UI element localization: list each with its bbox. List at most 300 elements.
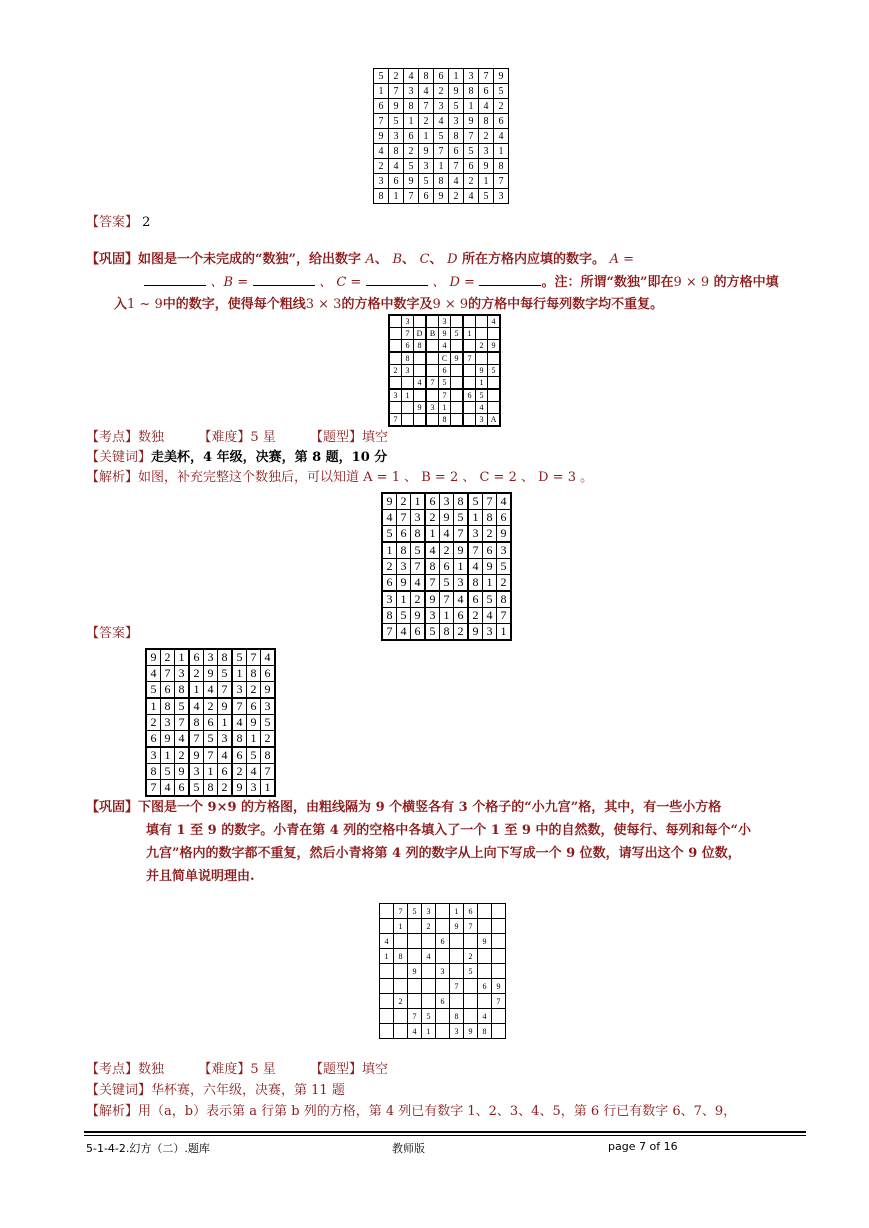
- grid-row: [146, 698, 275, 715]
- q2-l3c: 的方格中数字及: [341, 297, 433, 312]
- var-b: B: [392, 252, 403, 267]
- grid-row: [382, 624, 511, 641]
- grid-cell: 3: [419, 159, 434, 174]
- grid-cell: 9: [464, 1024, 478, 1039]
- q2-text-1: 如图是一个未完成的“数独”，给出数字: [138, 252, 361, 267]
- grid-cell: 1: [175, 649, 190, 666]
- grid-cell: 6: [479, 84, 494, 99]
- grid-row: [380, 979, 506, 994]
- grid-cell: 3: [146, 747, 161, 764]
- grid-cell: 1: [464, 99, 479, 114]
- grid-cell: 5: [404, 159, 419, 174]
- q2-l3a: 入: [114, 297, 128, 312]
- grid-cell: [380, 994, 394, 1009]
- grid-cell: 8: [382, 608, 397, 624]
- grid-cell: 2: [440, 542, 454, 559]
- tixing-label: 【题型】: [310, 430, 363, 445]
- grid-cell: 6: [439, 365, 451, 377]
- grid-cell: 4: [411, 575, 426, 592]
- grid-cell: 2: [389, 69, 404, 84]
- blank-b[interactable]: [253, 271, 315, 286]
- grid-cell: 8: [411, 526, 426, 543]
- grid-cell: [451, 365, 464, 377]
- grid-cell: 7: [425, 575, 440, 592]
- grid-cell: 8: [161, 698, 175, 715]
- grid-cell: [451, 315, 464, 328]
- grid-cell: 9: [411, 608, 426, 624]
- grid-cell: [463, 340, 476, 353]
- grid-cell: 9: [479, 159, 494, 174]
- grid-cell: 4: [425, 542, 440, 559]
- grid-cell: [380, 1024, 394, 1039]
- grid-cell: 5: [419, 174, 434, 189]
- grid-row: [380, 994, 506, 1009]
- grid-cell: 8: [404, 99, 419, 114]
- grid-cell: [426, 352, 439, 365]
- grid-cell: 5: [439, 377, 451, 390]
- grid-cell: [450, 949, 464, 964]
- grid-cell: [408, 994, 422, 1009]
- grid-cell: 4: [440, 526, 454, 543]
- grid-cell: 6: [402, 340, 414, 353]
- grid-cell: 1: [374, 84, 389, 99]
- keyword-value: 走美杯，4 年级，决赛，第 8 题，10 分: [151, 450, 388, 465]
- grid-cell: 2: [425, 510, 440, 526]
- grid-cell: 9: [497, 526, 512, 543]
- q2-range: 1 ~ 9: [127, 297, 163, 312]
- grid-cell: 8: [397, 542, 411, 559]
- grid-cell: 6: [397, 526, 411, 543]
- grid-row: [374, 189, 509, 204]
- grid-cell: 6: [411, 624, 426, 641]
- grid-cell: 7: [419, 99, 434, 114]
- grid-cell: [478, 964, 492, 979]
- grid-cell: 8: [483, 510, 497, 526]
- grid-cell: [436, 919, 450, 934]
- grid-cell: 8: [440, 624, 454, 641]
- grid-cell: 5: [261, 715, 276, 731]
- grid-cell: 3: [422, 904, 436, 919]
- grid-cell: 4: [204, 682, 218, 699]
- grid-cell: 4: [464, 189, 479, 204]
- grid-cell: 8: [434, 174, 449, 189]
- grid-cell: 4: [247, 764, 261, 780]
- grid-cell: 4: [146, 666, 161, 682]
- grid-cell: 5: [175, 698, 190, 715]
- grid-cell: 4: [488, 315, 501, 328]
- grid-cell: [389, 340, 402, 353]
- grid-cell: [488, 377, 501, 390]
- blank-d[interactable]: [479, 271, 541, 286]
- grid-cell: 6: [434, 69, 449, 84]
- keyword-label-3: 【关键词】: [86, 1083, 152, 1098]
- grid-cell: [380, 904, 394, 919]
- grid-cell: 9: [404, 174, 419, 189]
- grid-cell: 7: [454, 526, 469, 543]
- grid-cell: 7: [175, 715, 190, 731]
- grid-cell: 9: [389, 99, 404, 114]
- sudoku-grid-answer: [145, 648, 276, 797]
- q2-text-2: 所在方格内应填的数字。: [462, 252, 606, 267]
- grid-cell: 6: [436, 994, 450, 1009]
- grid-cell: 5: [389, 114, 404, 129]
- grid-cell: [436, 904, 450, 919]
- grid-cell: 2: [497, 575, 512, 592]
- grid-cell: [492, 904, 506, 919]
- grid-cell: [389, 352, 402, 365]
- grid-cell: 2: [175, 747, 190, 764]
- grid-cell: 9: [374, 129, 389, 144]
- eq-b: 、B =: [210, 275, 249, 290]
- grid-cell: 1: [247, 731, 261, 748]
- q3-line1: [86, 796, 810, 819]
- grid-row: [389, 340, 500, 353]
- grid-cell: 4: [439, 340, 451, 353]
- grid-cell: 3: [468, 526, 483, 543]
- sudoku-grid-question-3: [379, 903, 506, 1039]
- grid-cell: 8: [439, 414, 451, 427]
- grid-cell: 3: [402, 365, 414, 377]
- grid-row: [382, 559, 511, 575]
- q3-text-2: 填有 1 至 9 的数字。小青在第 4 列的空格中各填入了一个 1 至 9 中的自然数，使每行、每列和每个“小: [146, 823, 751, 838]
- grid-cell: 8: [478, 1024, 492, 1039]
- grid-row: [389, 352, 500, 365]
- grid-cell: [402, 377, 414, 390]
- jiexi-label: 【解析】: [86, 470, 139, 485]
- grid-cell: 4: [476, 402, 488, 414]
- grid-cell: 1: [397, 591, 411, 608]
- grid-cell: 3: [439, 315, 451, 328]
- grid-cell: 8: [146, 764, 161, 780]
- grid-cell: [414, 389, 427, 402]
- grid-cell: 8: [454, 493, 469, 510]
- grid-cell: 1: [468, 510, 483, 526]
- grid-cell: 6: [247, 698, 261, 715]
- grid-cell: 8: [468, 575, 483, 592]
- grid-cell: 9: [218, 698, 233, 715]
- var-d: D: [447, 252, 458, 267]
- grid-cell: 2: [394, 994, 408, 1009]
- grid-cell: 6: [146, 731, 161, 748]
- grid-cell: 4: [189, 698, 204, 715]
- grid-cell: 1: [261, 780, 276, 797]
- blank-a[interactable]: [144, 271, 206, 286]
- grid-cell: 6: [468, 591, 483, 608]
- grid-cell: 6: [464, 159, 479, 174]
- grid-cell: 6: [463, 389, 476, 402]
- grid-cell: 9: [478, 934, 492, 949]
- grid-cell: 9: [464, 114, 479, 129]
- eq-a: A =: [609, 252, 634, 267]
- q2-three: 3 × 3: [305, 297, 342, 312]
- grid-cell: 1: [434, 159, 449, 174]
- grid-cell: 2: [218, 780, 233, 797]
- grid-cell: 3: [483, 624, 497, 641]
- grid-cell: 2: [204, 698, 218, 715]
- grid-cell: 2: [422, 919, 436, 934]
- grid-row: [374, 174, 509, 189]
- grid-cell: 6: [389, 174, 404, 189]
- grid-cell: [422, 964, 436, 979]
- grid-cell: 9: [261, 682, 276, 699]
- grid-cell: 9: [408, 964, 422, 979]
- grid-cell: 5: [247, 747, 261, 764]
- grid-cell: 6: [232, 747, 247, 764]
- grid-cell: 1: [419, 129, 434, 144]
- grid-cell: 3: [479, 144, 494, 159]
- grid-row: [380, 904, 506, 919]
- grid-cell: 4: [175, 731, 190, 748]
- keyword-value-3: 华杯赛，六年级，决赛，第 11 题: [151, 1083, 345, 1098]
- grid-cell: 2: [397, 493, 411, 510]
- nandu-value-3: 5 星: [250, 1062, 276, 1077]
- grid-cell: 4: [422, 949, 436, 964]
- grid-row: [389, 328, 500, 340]
- grid-cell: 7: [468, 542, 483, 559]
- grid-cell: 1: [204, 764, 218, 780]
- grid-cell: [464, 934, 478, 949]
- nandu-label-3: 【难度】: [198, 1062, 251, 1077]
- grid-cell: [422, 934, 436, 949]
- grid-cell: [394, 1009, 408, 1024]
- grid-cell: 8: [450, 1009, 464, 1024]
- grid-cell: 7: [450, 979, 464, 994]
- var-c: C: [419, 252, 430, 267]
- grid-cell: 4: [161, 780, 175, 797]
- grid-cell: 4: [434, 114, 449, 129]
- grid-cell: 2: [247, 682, 261, 699]
- grid-cell: 3: [449, 114, 464, 129]
- grid-cell: 8: [189, 715, 204, 731]
- grid-cell: 8: [419, 69, 434, 84]
- grid-cell: 7: [492, 994, 506, 1009]
- grid-row: [146, 649, 275, 666]
- grid-cell: 3: [175, 666, 190, 682]
- footer-rule-thin: [84, 1135, 806, 1136]
- grid-cell: 5: [483, 591, 497, 608]
- grid-cell: [464, 979, 478, 994]
- grid-cell: 5: [488, 365, 501, 377]
- grid-cell: 9: [468, 624, 483, 641]
- grid-cell: 1: [479, 174, 494, 189]
- grid-cell: 2: [494, 99, 509, 114]
- grid-row: [374, 84, 509, 99]
- grid-cell: 8: [402, 352, 414, 365]
- grid-row: [382, 510, 511, 526]
- blank-c[interactable]: [366, 271, 428, 286]
- grid-row: [389, 414, 500, 427]
- grid-cell: 1: [450, 904, 464, 919]
- grid-cell: 5: [497, 559, 512, 575]
- grid-cell: 9: [451, 352, 464, 365]
- grid-cell: [436, 979, 450, 994]
- grid-cell: 1: [218, 715, 233, 731]
- grid-cell: 1: [454, 559, 469, 575]
- grid-cell: 1: [422, 1024, 436, 1039]
- grid-cell: [426, 340, 439, 353]
- grid-cell: 4: [468, 559, 483, 575]
- grid-cell: 7: [261, 764, 276, 780]
- question-2-line2: [86, 271, 806, 294]
- grid-row: [389, 365, 500, 377]
- grid-row: [389, 402, 500, 414]
- grid-cell: 9: [232, 780, 247, 797]
- grid-cell: [414, 315, 427, 328]
- grid-cell: 4: [494, 129, 509, 144]
- grid-cell: 1: [232, 666, 247, 682]
- question-label: 【巩固】: [86, 252, 139, 267]
- grid-cell: 2: [161, 649, 175, 666]
- sudoku-grid-top: [373, 68, 509, 204]
- grid-cell: 9: [175, 764, 190, 780]
- grid-cell: [476, 315, 488, 328]
- grid-cell: 1: [476, 377, 488, 390]
- answer-1: [86, 212, 150, 234]
- grid-cell: 9: [494, 69, 509, 84]
- grid-cell: D: [414, 328, 427, 340]
- grid-cell: 1: [146, 698, 161, 715]
- grid-cell: 7: [374, 114, 389, 129]
- grid-cell: [463, 414, 476, 427]
- grid-cell: 7: [439, 389, 451, 402]
- grid-cell: 6: [436, 934, 450, 949]
- grid-cell: [464, 1009, 478, 1024]
- grid-row: [146, 666, 275, 682]
- grid-row: [380, 964, 506, 979]
- grid-cell: [380, 979, 394, 994]
- grid-cell: 9: [419, 144, 434, 159]
- kaodian-label: 【考点】: [86, 430, 139, 445]
- grid-cell: [463, 315, 476, 328]
- grid-cell: [402, 402, 414, 414]
- grid-cell: 2: [464, 174, 479, 189]
- grid-row: [389, 389, 500, 402]
- grid-cell: 7: [434, 144, 449, 159]
- grid-cell: 6: [189, 649, 204, 666]
- grid-cell: 4: [404, 69, 419, 84]
- grid-cell: 5: [422, 1009, 436, 1024]
- grid-cell: [478, 949, 492, 964]
- grid-row: [382, 526, 511, 543]
- grid-cell: 9: [454, 542, 469, 559]
- kaodian-value-3: 数独: [138, 1062, 165, 1077]
- grid-cell: 3: [404, 84, 419, 99]
- q2-l3d: 的方格中每行每列数字均不重复。: [468, 297, 664, 312]
- grid-cell: 6: [440, 559, 454, 575]
- grid-cell: 3: [402, 315, 414, 328]
- nandu-label: 【难度】: [198, 430, 251, 445]
- kaodian-label-3: 【考点】: [86, 1062, 139, 1077]
- q3-text-4: 并且简单说明理由.: [146, 869, 255, 884]
- grid-cell: 2: [261, 731, 276, 748]
- grid-cell: 3: [382, 591, 397, 608]
- grid-cell: 9: [483, 559, 497, 575]
- grid-cell: 4: [374, 144, 389, 159]
- grid-cell: [476, 352, 488, 365]
- grid-cell: 3: [426, 402, 439, 414]
- grid-cell: [402, 414, 414, 427]
- grid-cell: [414, 352, 427, 365]
- grid-cell: [408, 979, 422, 994]
- grid-row: [374, 129, 509, 144]
- grid-cell: 1: [463, 328, 476, 340]
- question-2-line3: [86, 294, 806, 316]
- grid-cell: [408, 934, 422, 949]
- grid-cell: [436, 1009, 450, 1024]
- answer-label: 【答案】: [86, 215, 139, 230]
- grid-cell: 8: [261, 747, 276, 764]
- grid-cell: 5: [408, 904, 422, 919]
- grid-cell: 6: [382, 575, 397, 592]
- grid-cell: [389, 377, 402, 390]
- grid-cell: 8: [479, 114, 494, 129]
- grid-cell: 1: [380, 949, 394, 964]
- meta3-row-2: [86, 1080, 810, 1101]
- kaodian-value: 数独: [138, 430, 165, 445]
- grid-cell: 5: [146, 682, 161, 699]
- grid-cell: 3: [374, 174, 389, 189]
- grid-cell: 7: [189, 731, 204, 748]
- grid-cell: 2: [476, 340, 488, 353]
- grid-cell: 5: [382, 526, 397, 543]
- grid-cell: 8: [218, 649, 233, 666]
- grid-cell: [451, 414, 464, 427]
- keyword-label: 【关键词】: [86, 450, 152, 465]
- grid-cell: [380, 919, 394, 934]
- grid-cell: 6: [494, 114, 509, 129]
- grid-cell: [492, 934, 506, 949]
- grid-cell: B: [426, 328, 439, 340]
- grid-cell: [394, 1024, 408, 1039]
- grid-cell: 8: [232, 731, 247, 748]
- grid-cell: 5: [479, 189, 494, 204]
- grid-cell: 4: [261, 649, 276, 666]
- grid-cell: [389, 402, 402, 414]
- grid-cell: 6: [374, 99, 389, 114]
- grid-cell: 7: [397, 510, 411, 526]
- tixing-value: 填空: [362, 430, 389, 445]
- grid-cell: [488, 352, 501, 365]
- grid-cell: 7: [464, 919, 478, 934]
- grid-cell: 7: [389, 84, 404, 99]
- grid-cell: [478, 919, 492, 934]
- grid-cell: [436, 949, 450, 964]
- grid-row: [374, 144, 509, 159]
- grid-cell: 8: [204, 780, 218, 797]
- grid-cell: 6: [497, 510, 512, 526]
- grid-cell: 2: [479, 129, 494, 144]
- meta-block-3: [86, 1059, 810, 1122]
- grid-cell: 7: [497, 608, 512, 624]
- grid-cell: [389, 328, 402, 340]
- grid-cell: 5: [454, 510, 469, 526]
- grid-cell: 3: [440, 493, 454, 510]
- grid-row: [380, 934, 506, 949]
- grid-cell: 2: [374, 159, 389, 174]
- grid-cell: 5: [218, 666, 233, 682]
- grid-cell: [488, 402, 501, 414]
- meta3-row-3: [86, 1101, 810, 1122]
- grid-cell: 5: [449, 99, 464, 114]
- grid-cell: 1: [404, 114, 419, 129]
- grid-cell: 5: [378, 70, 384, 82]
- grid-cell: 8: [494, 159, 509, 174]
- grid-cell: [380, 1009, 394, 1024]
- grid-row: [382, 575, 511, 592]
- grid-cell: 9: [161, 731, 175, 748]
- grid-cell: [451, 389, 464, 402]
- grid-cell: [492, 919, 506, 934]
